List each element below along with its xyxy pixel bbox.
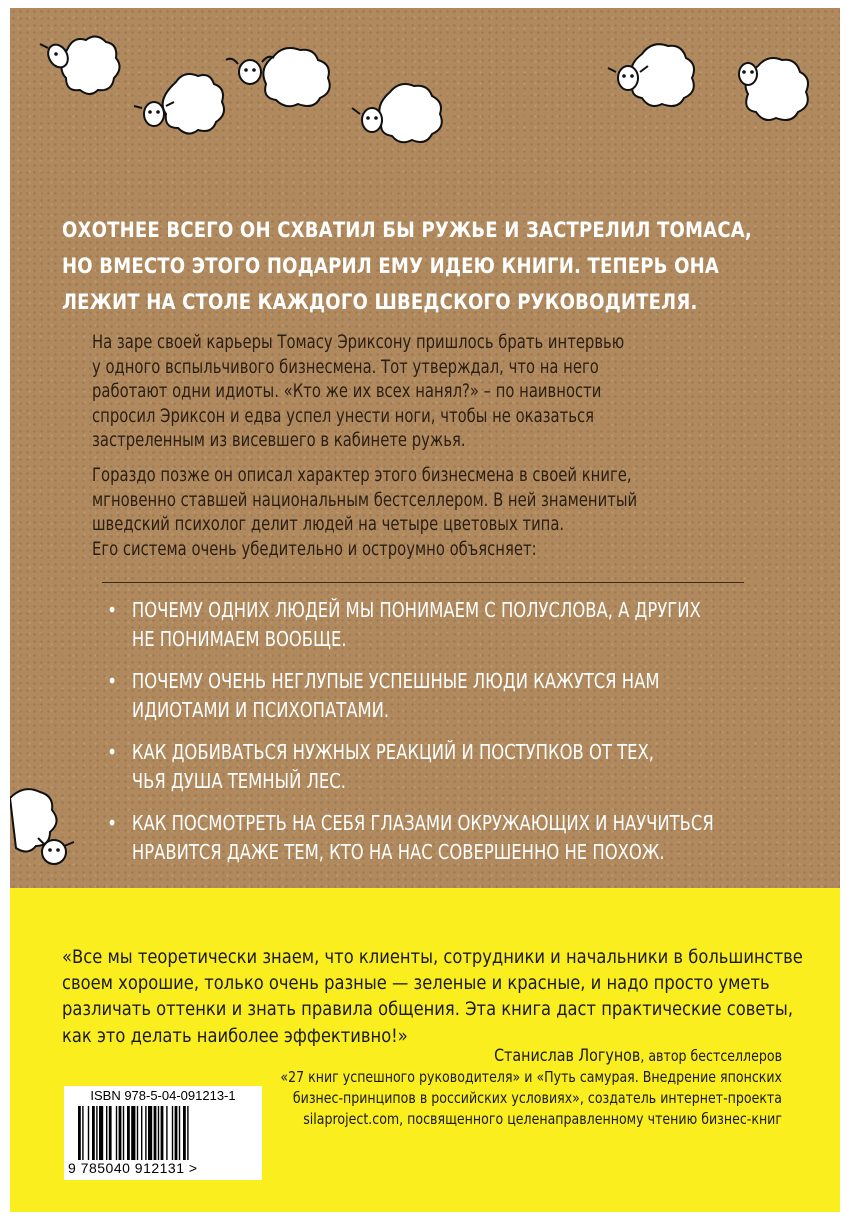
barcode-bar [179, 1106, 180, 1160]
attribution-line [26, 1046, 782, 1067]
barcode-bar [127, 1106, 130, 1160]
sheep-illustration-5 [602, 34, 712, 124]
divider-line [102, 582, 744, 583]
barcode-bar [78, 1106, 81, 1160]
barcode-bar [119, 1106, 122, 1160]
bullet-item [104, 596, 776, 654]
bullet-text: НЕ ПОНИМАЕМ ВООБЩЕ. [131, 627, 347, 651]
bullet-text: КАК ПОСМОТРЕТЬ НА СЕБЯ ГЛАЗАМИ ОКРУЖАЮЩИХ И НАУЧИТЬСЯ [131, 811, 714, 835]
barcode-bar [106, 1106, 107, 1160]
book-back-cover [10, 8, 840, 1212]
bullet-marker: • [107, 740, 117, 764]
attribution-line: silaproject.com, посвященного целенаправленному чтению бизнес-книг [303, 1110, 782, 1128]
quote-line: как это делать наиболее эффективно!» [62, 1024, 408, 1047]
headline-line: НО ВМЕСТО ЭТОГО ПОДАРИЛ ЕМУ ИДЕЮ КНИГИ. ТЕПЕРЬ ОНА [62, 254, 720, 278]
yellow-quote-band [10, 888, 840, 1212]
sheep-illustration-3 [220, 42, 350, 122]
description-paragraph-2 [92, 464, 732, 562]
barcode-bar [154, 1106, 157, 1160]
headline [62, 212, 750, 320]
barcode-digits: 9 785040 912131 > [68, 1160, 198, 1176]
bullet-marker: • [107, 669, 117, 693]
barcode-bar [187, 1106, 188, 1160]
sheep-illustration-1 [38, 26, 128, 106]
text-line: Его система очень убедительно и остроумно объясняет: [92, 538, 537, 560]
description-body [92, 331, 732, 572]
headline-line: ЛЕЖИТ НА СТОЛЕ КАЖДОГО ШВЕДСКОГО РУКОВОДИТЕЛЯ. [62, 290, 698, 314]
barcode-bar [175, 1106, 178, 1160]
bullet-text: ПОЧЕМУ ОЧЕНЬ НЕГЛУПЫЕ УСПЕШНЫЕ ЛЮДИ КАЖУТСЯ НАМ [131, 669, 660, 693]
isbn-number: ISBN 978-5-04-091213-1 [90, 1088, 236, 1103]
bullet-marker: • [107, 811, 117, 835]
text-line: На заре своей карьеры Томасу Эриксону пришлось брать интервью [92, 332, 625, 353]
text-line: Гораздо позже он описал характер этого бизнесмена в своей книге, [92, 464, 632, 486]
text-line: шведский психолог делит людей на четыре цветовых типа. [92, 514, 565, 536]
quote-line: своем хорошие, только очень разные — зеленые и красные, и надо просто уметь [62, 972, 770, 995]
bullet-text: ПОЧЕМУ ОДНИХ ЛЮДЕЙ МЫ ПОНИМАЕМ С ПОЛУСЛОВА, А ДРУГИХ [131, 598, 701, 622]
bullet-item [104, 667, 776, 725]
text-line: мгновенно ставшей национальным бестселлером. В ней знаменитый [92, 489, 638, 511]
barcode-bar [82, 1106, 83, 1160]
barcode-bar [123, 1106, 124, 1160]
endorsement-quote [62, 944, 836, 1049]
quote-line: «Все мы теоретически знаем, что клиенты, сотрудники и начальники в большинстве [62, 946, 803, 968]
barcode-bar [158, 1106, 159, 1160]
author-role: , автор бестселлеров [640, 1047, 782, 1065]
sheep-illustration-4 [350, 78, 460, 158]
text-line: у одного вспыльчивого бизнесмена. Тот утверждал, что на него [92, 356, 599, 378]
bullet-item [104, 809, 776, 867]
barcode-bar [141, 1106, 142, 1160]
barcode-bar [172, 1106, 173, 1160]
barcode-bar [148, 1106, 152, 1160]
text-line: спросил Эриксон и едва успел унести ноги, чтобы не оказаться [92, 405, 595, 427]
barcode-bars [74, 1106, 252, 1160]
quote-line: различать оттенки и знать правила общения. Эта книга даст практические советы, [62, 998, 794, 1021]
attribution-line: «27 книг успешного руководителя» и «Путь самурая. Внедрение японских [280, 1068, 782, 1086]
barcode-bar [137, 1106, 138, 1160]
text-line: застреленным из висевшего в кабинете ружья. [92, 430, 466, 452]
barcode-bar [131, 1106, 135, 1160]
description-paragraph-1 [92, 331, 732, 454]
bullet-list [104, 596, 776, 880]
barcode-bar [99, 1106, 103, 1160]
author-name: Станислав Логунов [494, 1046, 641, 1066]
barcode-bar [92, 1106, 95, 1160]
bullet-text: ИДИОТАМИ И ПСИХОПАТАМИ. [131, 698, 390, 722]
barcode-bar [166, 1106, 167, 1160]
sheep-illustration-6 [724, 48, 824, 138]
bullet-item [104, 738, 776, 796]
bullet-text: ЧЬЯ ДУША ТЕМНЫЙ ЛЕС. [131, 769, 346, 793]
attribution-line: бизнес-принципов в российских условиях», создатель интернет-проекта [292, 1089, 782, 1107]
barcode-bar [145, 1106, 146, 1160]
sheep-illustration-7 [10, 778, 90, 878]
barcode-bar [88, 1106, 89, 1160]
barcode-bar [96, 1106, 97, 1160]
bullet-text: НРАВИТСЯ ДАЖЕ ТЕМ, КТО НА НАС СОВЕРШЕННО НЕ ПОХОЖ. [131, 840, 665, 864]
isbn-barcode [64, 1086, 262, 1180]
barcode-bar [183, 1106, 186, 1160]
bullet-marker: • [107, 598, 117, 622]
barcode-bar [116, 1106, 117, 1160]
barcode-bar [161, 1106, 164, 1160]
bullet-text: КАК ДОБИВАТЬСЯ НУЖНЫХ РЕАКЦИЙ И ПОСТУПКОВ ОТ ТЕХ, [131, 740, 654, 764]
headline-line: ОХОТНЕЕ ВСЕГО ОН СХВАТИЛ БЫ РУЖЬЕ И ЗАСТРЕЛИЛ ТОМАСА, [62, 218, 752, 242]
barcode-bar [109, 1106, 112, 1160]
text-line: работают одни идиоты. «Кто же их всех нанял?» – по наивности [92, 381, 602, 403]
